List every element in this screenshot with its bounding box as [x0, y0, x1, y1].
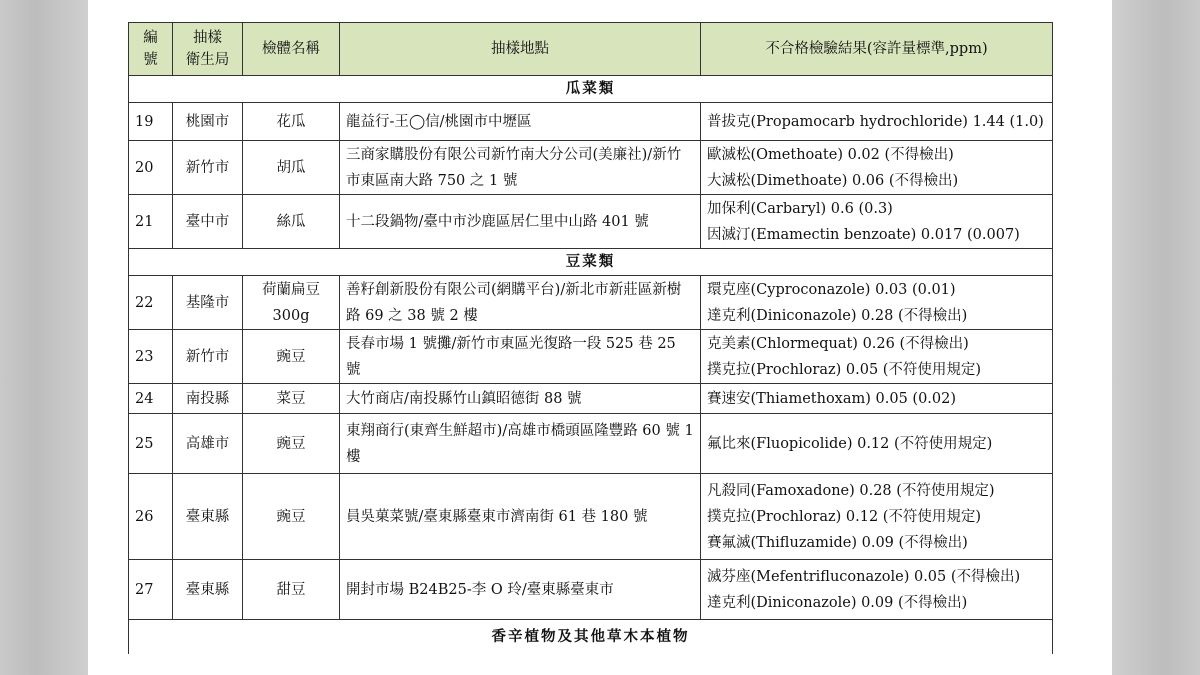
row-location: 東翔商行(東齊生鮮超市)/高雄市橋頭區隆豐路 60 號 1 樓 [340, 414, 701, 474]
table-row [129, 103, 1053, 141]
row-location: 大竹商店/南投縣竹山鎮昭德街 88 號 [340, 384, 701, 414]
header-no: 編 號 [129, 23, 173, 76]
table-row [129, 384, 1053, 414]
row-sample: 豌豆 [243, 414, 340, 474]
row-no: 22 [129, 276, 173, 330]
row-bureau: 高雄市 [173, 414, 243, 474]
row-sample: 花瓜 [243, 103, 340, 141]
row-sample: 甜豆 [243, 560, 340, 620]
document-page [88, 0, 1112, 675]
row-bureau: 桃園市 [173, 103, 243, 141]
row-result: 加保利(Carbaryl) 0.6 (0.3) 因滅汀(Emamectin benzoate) 0.017 (0.007) [701, 195, 1053, 249]
row-bureau: 臺東縣 [173, 560, 243, 620]
row-bureau: 南投縣 [173, 384, 243, 414]
row-sample: 荷蘭扁豆 300g [243, 276, 340, 330]
row-location: 員吳菓菜號/臺東縣臺東市濟南街 61 巷 180 號 [340, 474, 701, 560]
row-bureau: 臺東縣 [173, 474, 243, 560]
row-no: 19 [129, 103, 173, 141]
row-sample: 菜豆 [243, 384, 340, 414]
table-row [129, 330, 1053, 384]
table-row [129, 560, 1053, 620]
inspection-table [128, 22, 1053, 654]
row-location: 善籽創新股份有限公司(網購平台)/新北市新莊區新樹路 69 之 38 號 2 樓 [340, 276, 701, 330]
row-no: 20 [129, 141, 173, 195]
row-result: 克美素(Chlormequat) 0.26 (不得檢出) 撲克拉(Prochloraz) 0.05 (不符使用規定) [701, 330, 1053, 384]
row-sample: 胡瓜 [243, 141, 340, 195]
table-row [129, 474, 1053, 560]
row-no: 24 [129, 384, 173, 414]
left-margin-background [0, 0, 88, 675]
category-row-melon: 瓜菜類 [129, 76, 1053, 103]
row-result: 歐滅松(Omethoate) 0.02 (不得檢出) 大滅松(Dimethoate) 0.06 (不得檢出) [701, 141, 1053, 195]
header-sample: 檢體名稱 [243, 23, 340, 76]
row-no: 26 [129, 474, 173, 560]
table-row [129, 195, 1053, 249]
table-row [129, 276, 1053, 330]
row-result: 凡殺同(Famoxadone) 0.28 (不符使用規定) 撲克拉(Prochloraz) 0.12 (不符使用規定) 賽氟滅(Thifluzamide) 0.09 (不得檢出) [701, 474, 1053, 560]
row-location: 龍益行-王◯信/桃園市中壢區 [340, 103, 701, 141]
row-location: 開封市場 B24B25-李 O 玲/臺東縣臺東市 [340, 560, 701, 620]
header-result: 不合格檢驗結果(容許量標準,ppm) [701, 23, 1053, 76]
row-sample: 豌豆 [243, 474, 340, 560]
row-no: 21 [129, 195, 173, 249]
header-location: 抽樣地點 [340, 23, 701, 76]
table-row [129, 414, 1053, 474]
row-location: 長春市場 1 號攤/新竹市東區光復路一段 525 巷 25 號 [340, 330, 701, 384]
row-result: 賽速安(Thiamethoxam) 0.05 (0.02) [701, 384, 1053, 414]
row-no: 23 [129, 330, 173, 384]
row-no: 25 [129, 414, 173, 474]
row-sample: 豌豆 [243, 330, 340, 384]
right-margin-background [1112, 0, 1200, 675]
header-bureau: 抽樣 衛生局 [173, 23, 243, 76]
row-bureau: 基隆市 [173, 276, 243, 330]
header-row [129, 23, 1053, 76]
row-bureau: 臺中市 [173, 195, 243, 249]
row-result: 滅芬座(Mefentrifluconazole) 0.05 (不得檢出) 達克利(Diniconazole) 0.09 (不得檢出) [701, 560, 1053, 620]
table-row [129, 141, 1053, 195]
row-no: 27 [129, 560, 173, 620]
category-row-herb: 香辛植物及其他草木本植物 [129, 620, 1053, 655]
row-location: 三商家購股份有限公司新竹南大分公司(美廉社)/新竹市東區南大路 750 之 1 號 [340, 141, 701, 195]
row-result: 普拔克(Propamocarb hydrochloride) 1.44 (1.0) [701, 103, 1053, 141]
row-location: 十二段鍋物/臺中市沙鹿區居仁里中山路 401 號 [340, 195, 701, 249]
row-result: 環克座(Cyproconazole) 0.03 (0.01) 達克利(Diniconazole) 0.28 (不得檢出) [701, 276, 1053, 330]
row-sample: 絲瓜 [243, 195, 340, 249]
row-bureau: 新竹市 [173, 141, 243, 195]
row-result: 氟比來(Fluopicolide) 0.12 (不符使用規定) [701, 414, 1053, 474]
row-bureau: 新竹市 [173, 330, 243, 384]
category-row-bean: 豆菜類 [129, 249, 1053, 276]
